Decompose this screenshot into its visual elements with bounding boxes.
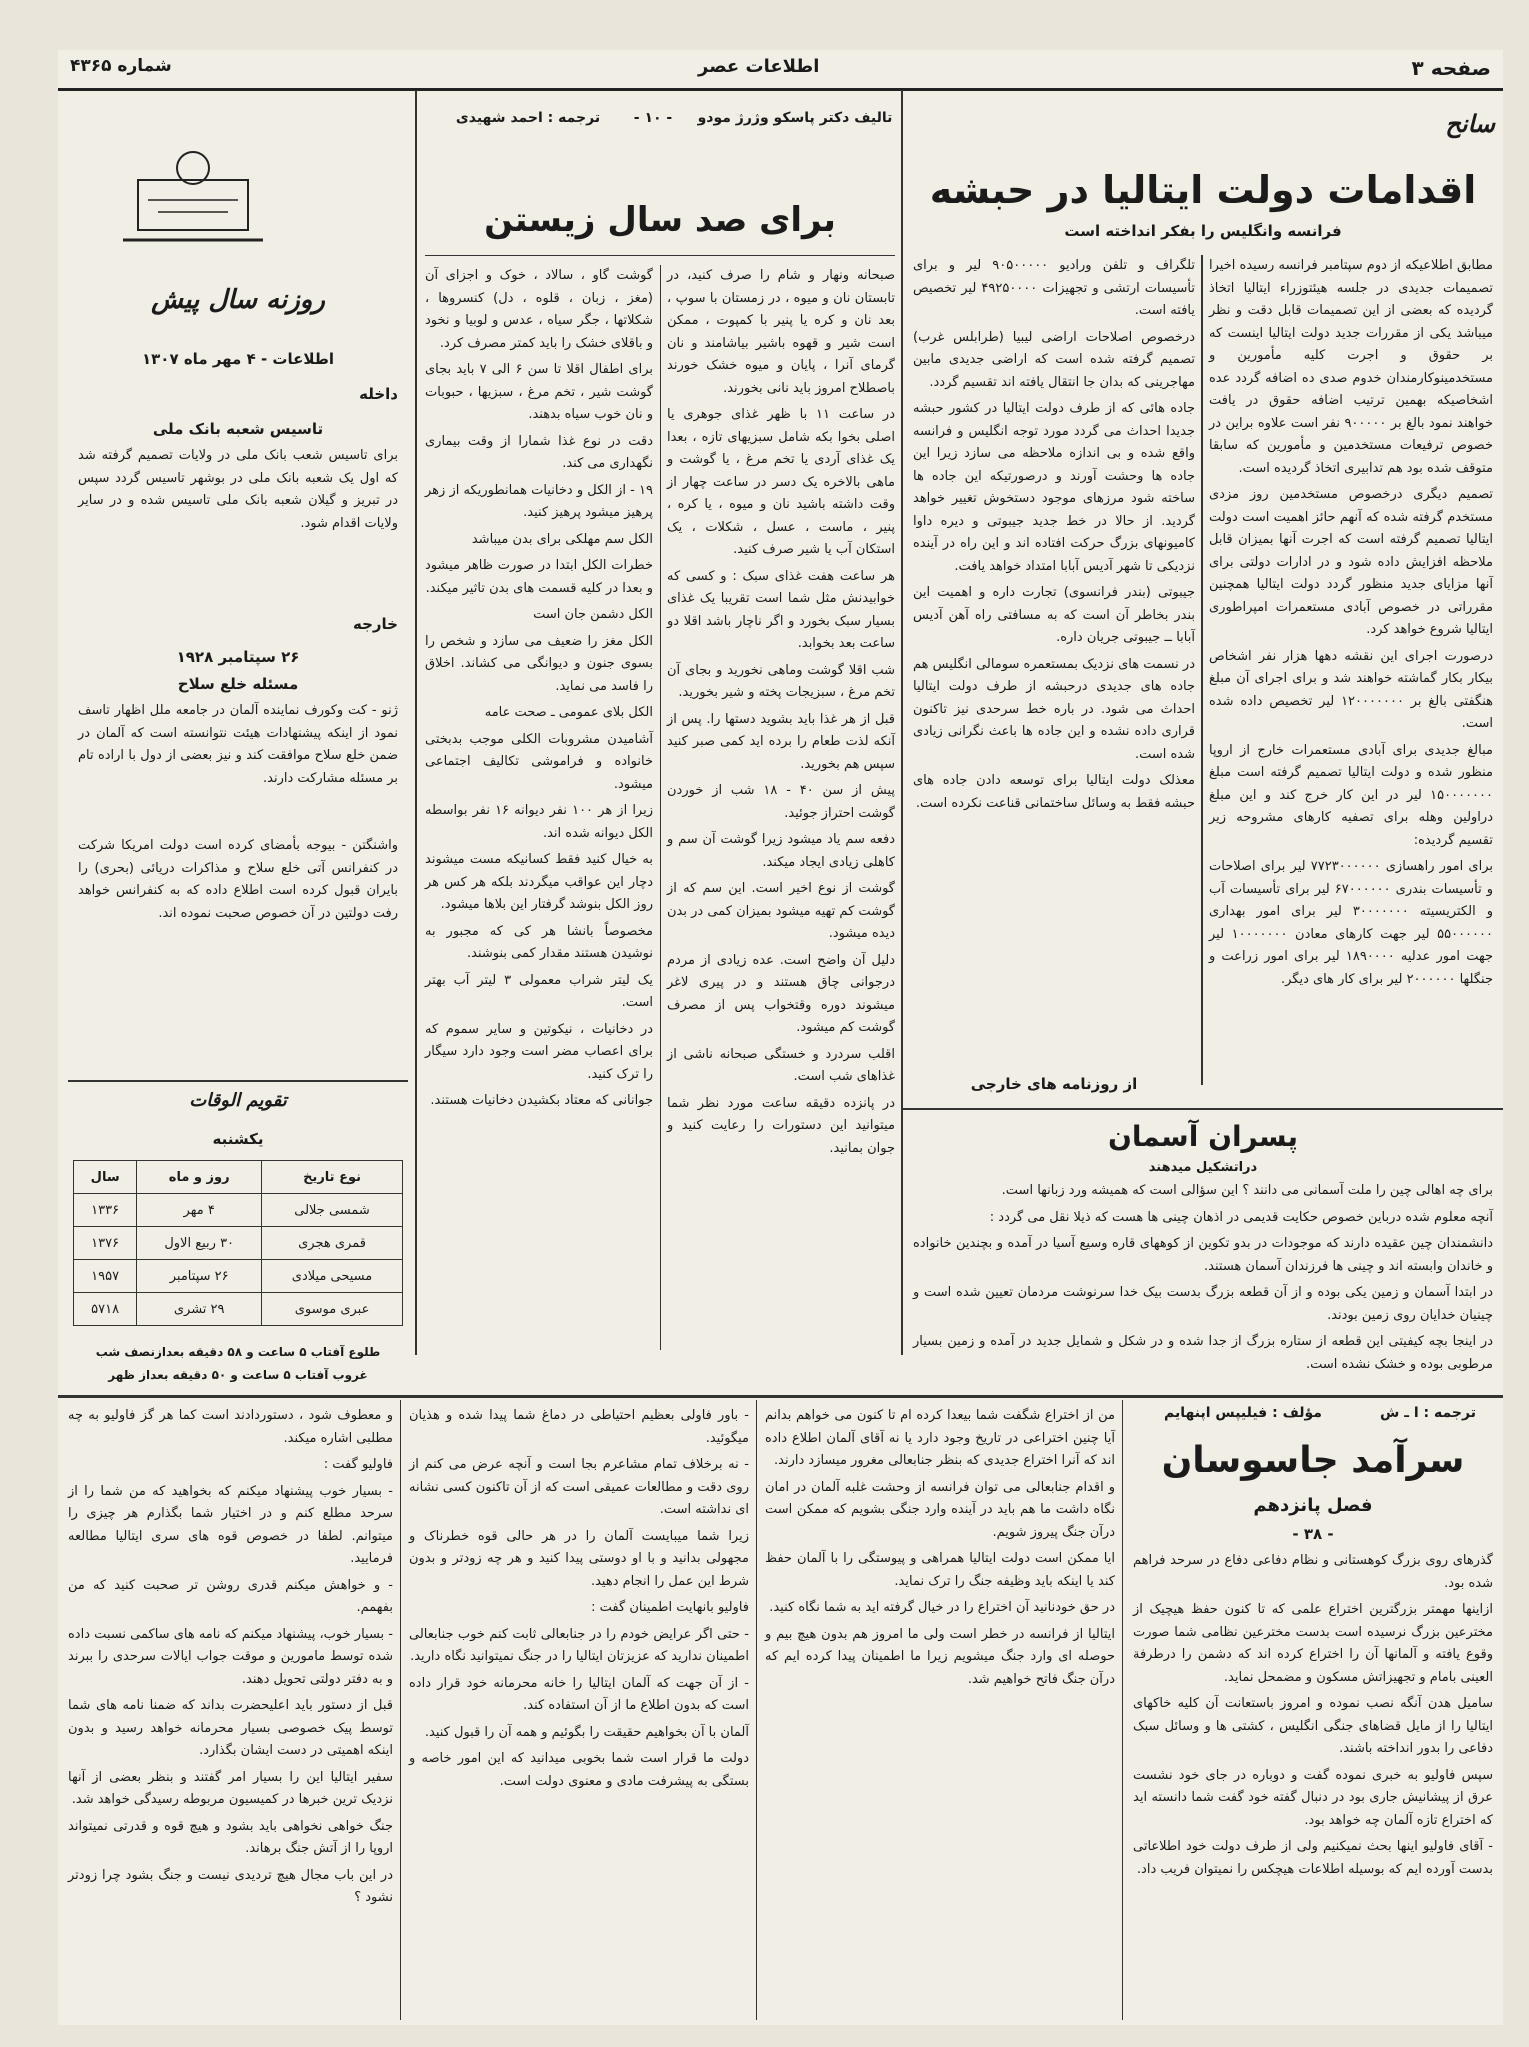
italy-column-left xyxy=(913,255,1195,1075)
table-cell: ۲۶ سپتامبر xyxy=(137,1260,262,1293)
issue-number: شماره ۴۳۶۵ xyxy=(70,56,172,76)
hundred-translator: ترجمه : احمد شهیدی xyxy=(455,110,601,126)
spies-translator: ترجمه : ا ـ ش xyxy=(1380,1405,1476,1421)
paragraph: جوانانی که معتاد بکشیدن دخانیات هستند. xyxy=(430,1093,653,1108)
table-cell: ۱۹۵۷ xyxy=(74,1260,137,1293)
paragraph: الکل دشمن جان است xyxy=(533,607,653,622)
hundred-headline: برای صد سال زیستن xyxy=(484,200,836,240)
paragraph: ۱۹ - از الکل و دخانیات همانطوریکه از زهر پرهیز میشود پرهیز کنید. xyxy=(425,482,653,520)
paragraph: زیرا شما میبایست آلمان را در هر حالی قوه خطرناک و مجهولی بدانید و با او دوستی پیدا کنید و هر چه زودتر و بدون شرط این عمل را انجام دهید. xyxy=(409,1528,749,1589)
table-cell: ۱۳۳۶ xyxy=(74,1194,137,1227)
paragraph: آشامیدن مشروبات الکلی موجب بدبختی خانواده و فراموشی تکالیف اجتماعی میشود. xyxy=(425,731,653,792)
sunset-text: غروب آفتاب ۵ ساعت و ۵۰ دقیقه بعداز ظهر xyxy=(108,1368,368,1382)
hundred-part: - ۱۰ - xyxy=(633,110,673,126)
spies-column-4 xyxy=(68,1405,393,2020)
column-rule xyxy=(400,1400,401,2020)
paragraph: سامیل هدن آنگه نصب نموده و امروز باستعانت آن کلیه خاکهای ایتالیا را از مایل قضاهای جنگی انگلیس ، کشتی ها و وسائل سبک دفاعی را بدور انداخته باشند. xyxy=(1133,1696,1493,1756)
domestic-headline: تاسیس شعبه بانک ملی xyxy=(152,420,324,438)
washington-text: واشنگتن - بیوجه بأمضای کرده است دولت امریکا شرکت در کنفرانس آتی خلع سلاح و مذاکرات دریائی (بحری) را بایران قبول کرده است اطلاع داده که به کنفرانس خواهد رفت دولتین در آن خصوص صحبت نموده اند. xyxy=(78,838,398,921)
spies-headline: سرآمد جاسوسان xyxy=(1161,1440,1465,1481)
column-rule xyxy=(660,265,661,1350)
table-cell: شمسی جلالی xyxy=(262,1194,403,1227)
table-cell: ۳۰ ربیع الاول xyxy=(137,1227,262,1260)
paragraph: در حق خودنانید آن اختراع را در خیال گرفته اید به شما نگاه کنید. xyxy=(769,1600,1115,1615)
paragraph: دفعه سم یاد میشود زیرا گوشت آن سم و کاهلی زیادی ایجاد میکند. xyxy=(667,832,895,870)
italy-column-right xyxy=(1209,255,1493,1115)
spies-column-1 xyxy=(1133,1550,1493,2020)
paragraph: فاولیو گفت : xyxy=(323,1457,393,1472)
sky-subhead: دراتشکیل میدهند xyxy=(1148,1160,1258,1175)
paragraph: گوشت گاو ، سالاد ، خوک و اجزای آن (مغز ، زبان ، قلوه ، دل) کنسروها ، شکلاتها ، جگر سیاه ، عدس و لوبیا و نخود و باقلای خشک را باید کمتر مصرف کرد. xyxy=(425,268,653,351)
day-label: یکشنبه xyxy=(212,1130,264,1148)
paragraph: مخصوصاً بانشا هر کی که مجبور به نوشیدن هستند مقدار کمی بنوشند. xyxy=(425,923,653,961)
paragraph: دقت در نوع غذا شمارا از وقت بیماری نگهداری می کند. xyxy=(425,433,653,471)
spies-column-2 xyxy=(765,1405,1115,2020)
spies-column-3 xyxy=(409,1405,749,2020)
column-rule xyxy=(901,90,903,1355)
paragraph: به خیال کنید فقط کسانیکه مست میشوند دچار این عواقب میگردند بلکه هر کس هر روز الکل بنوشد گرفتار این بلاها میشود. xyxy=(425,852,653,912)
foreign-press-label: از روزنامه های خارجی xyxy=(970,1075,1138,1093)
domestic-label: داخله xyxy=(359,385,398,403)
page-header xyxy=(58,50,1503,91)
paragraph: دلیل آن واضح است. عده زیادی از مردم درجوانی چاق هستند و در پیری لاغر میشوند دوره وقتخواب پس از مصرف گوشت کم میشود. xyxy=(667,952,895,1035)
spies-part: - ۳۸ - xyxy=(1292,1525,1334,1543)
paragraph: برای امور راهسازی ۷۷۲۳۰۰۰۰۰۰ لیر برای اصلاحات و تأسیسات بندری ۶۷۰۰۰۰۰۰ لیر برای تأسیسات آب و الکتریسیته ۳۰۰۰۰۰۰۰ لیر برای امور بهداری ۵۵۰۰۰۰۰۰ لیر جهت کارهای معادن ۱۰۰۰۰۰۰۰ لیر جهت امور عدلیه ۱۸۹۰۰۰۰ لیر برای امور زراعت و جنگلها ۲۰۰۰۰۰۰ لیر برای کار های دیگر. xyxy=(1209,859,1493,987)
paper-name: اطلاعات عصر xyxy=(698,56,820,77)
paragraph: تلگراف و تلفن ورادیو ۹۰۵۰۰۰۰۰ لیر و برای تأسیسات ارتشی و تجهیزات ۴۹۲۵۰۰۰۰ لیر تخصیص یافته است. xyxy=(913,258,1195,318)
paragraph: شب اقلا گوشت وماهی نخورید و بجای آن تخم مرغ ، سبزیجات پخته و شیر بخورید. xyxy=(667,662,895,700)
paragraph: - از آن جهت که آلمان ایتالیا را خانه محرمانه خود قرار داده است که بدون اطلاع ما از آن استفاده کند. xyxy=(409,1675,749,1713)
paragraph: مطابق اطلاعیکه از دوم سپتامبر فرانسه رسیده اخیرا تصمیمات جدیدی در جلسه هیئتوزراء ایتالیا اتخاذ گردیده که بعضی از این تصمیمات قابل دقت و نظر میباشد یکی از مقررات جدید دولت ایتالیا اینست که بر حقوق و اجرت کلیه مأمورین و مستخدمینوکارمندان خدوم صدی ده اضافه گردد عده اشخاصیکه بهمین ترتیب اضافه حقوق در یافت خواهند نمود بالغ بر ۹۰۰۰۰۰ نفر است علاوه براین در خصوص ترفیعات مستخدمین و مأمورین که سابقا متوقف شده بود هم تدابیری اتخاذ گردیده است. xyxy=(1209,258,1493,476)
paragraph: آلمان با آن بخواهیم حقیقت را بگوئیم و همه آن را قبول کنید. xyxy=(424,1724,749,1740)
paragraph: - آقای فاولیو اینها بحث نمیکنیم ولی از طرف دولت خود اطلاعاتی بدست آورده ایم که بوسیله اطلاعات هیچکس را نمیتوان فریب داد. xyxy=(1133,1839,1493,1877)
section-kicker: سانح xyxy=(1445,110,1495,138)
paragraph: آنچه معلوم شده درباین خصوص حکایت قدیمی در اذهان چینی ها هست که ذیلا نقل می گردد : xyxy=(989,1209,1493,1225)
paragraph: برای اطفال اقلا تا سن ۶ الی ۷ باید بجای گوشت شیر ، تخم مرغ ، سبزیها ، حبوبات و نان خوب سیاه بدهند. xyxy=(425,362,653,422)
section-divider xyxy=(68,1080,408,1082)
paragraph: زیرا از هر ۱۰۰ نفر دیوانه ۱۶ نفر بواسطه الکل دیوانه شده اند. xyxy=(425,803,653,841)
paragraph: صبحانه ونهار و شام را صرف کنید، در تابستان نان و میوه ، در زمستان با سوپ ، بعد نان و کره یا پنیر با کمپوت ، ممکن است شیر و قهوه باشیر بیاشامند و نان گرمای آنرا ، پایان و میوه خشک خورند باصطلاح امروز باید نانی بخورند. xyxy=(667,268,895,396)
paragraph: الکل مغز را ضعیف می سازد و شخص را بسوی جنون و دیوانگی می کشاند. اخلاق را فاسد می نماید. xyxy=(425,633,653,694)
table-cell: ۱۳۷۶ xyxy=(74,1227,137,1260)
table-header: روز و ماه xyxy=(137,1161,262,1194)
table-cell: ۴ مهر xyxy=(137,1194,262,1227)
paragraph: ازاینها مهمتر بزرگترین اختراع علمی که تا کنون حفظ هیچیک از مخترعین بزرگ نرسیده است بدست مخترعین نظامی شما صورت وقوع یافته و آلمانها آن را اختراع کرده اند که دشمن را درطرفة العینی بامام و تجهیزاتش مسکون و مضمحل نماید. xyxy=(1133,1602,1493,1685)
column-rule xyxy=(756,1400,757,2020)
paragraph: و اقدام جنابعالی می توان فرانسه از وحشت غلبه آلمان در امان نگاه داشت ما هم باید در آینده وارد جنگی بشویم که ممکن است درآن جنگ پیروز شویم. xyxy=(765,1479,1115,1540)
paragraph: جیبوتی (بندر فرانسوی) تجارت داره و اهمیت این بندر بخاطر آن است که به مسافتی راه آهن آدیس آبابا ــ جیبوتی جریان داره. xyxy=(913,585,1195,645)
paragraph: یک لیتر شراب معمولی ۳ لیتر آب بهتر است. xyxy=(425,972,653,1010)
paragraph: معذلک دولت ایتالیا برای توسعه دادن جاده های حبشه فقط به وسائل ساختمانی قناعت نکرده است. xyxy=(913,773,1195,811)
italy-subhead: فرانسه وانگلیس را بفکر انداخته است xyxy=(1064,222,1342,240)
spies-author: مؤلف : فیلیپس اپنهایم xyxy=(1164,1405,1322,1421)
headline-rule xyxy=(425,255,895,256)
paragraph: - و خواهش میکنم قدری روشن تر صحبت کنید که من بفهمم. xyxy=(68,1577,393,1615)
paragraph: - بسیار خوب پیشنهاد میکنم که بخواهید که من شما را از سرحد مطلع کنم و در اختیار شما بگذارم هر چیزی را میتوانم. لطفا در خصوص قوه های سری ایتالیا مطالعه فرمایید. xyxy=(68,1483,393,1566)
bottom-section-divider xyxy=(58,1395,1503,1398)
paragraph: پیش از سن ۴۰ - ۱۸ شب از خوردن گوشت احتراز جوئید. xyxy=(667,783,895,821)
section-divider xyxy=(903,1108,1503,1110)
table-row xyxy=(74,1227,403,1260)
table-cell: عبری موسوی xyxy=(262,1293,403,1326)
sunrise-text: طلوع آفتاب ۵ ساعت و ۵۸ دقیقه بعدازنصف شب xyxy=(95,1345,381,1359)
page-label: صفحه ۳ xyxy=(1411,56,1491,80)
table-row xyxy=(74,1260,403,1293)
paragraph: - نه برخلاف تمام مشاعرم بجا است و آنچه عرض می کنم از روی دقت و مطالعات عمیقی است که از آن تاکنون کسی نشانه ای نداشته است. xyxy=(409,1457,749,1517)
reader-illustration xyxy=(118,140,268,250)
paragraph: - حتی اگر عرایض خودم را در جنابعالی ثابت کنم خوب جنابعالی اطمینان ندارید که عزیزتان ایتالیا را در جنگ نمیتوانید نگاه دارید. xyxy=(409,1626,749,1664)
table-header: نوع تاریخ xyxy=(262,1161,403,1194)
paragraph: جاده هائی که از طرف دولت ایتالیا در کشور حبشه جدیدا احداث می گردد مورد توجه انگلیس و فرانسه واقع شده و بی اندازه ملاحظه می سازد زیرا این جاده ها وحشت آورند و درصورتیکه این جاده ها ساخته شود مرزهای موجود دستخوش تغییر خواهد گردید. از حالا در خط جدید جیبوتی و دیره داوا کامیونهای بزرگ حرکت افتاده اند و این راه در آینده نزدیکی تا شهر آدیس آبابا امتداد خواهد یافت. xyxy=(913,401,1195,574)
spies-chapter: فصل پانزدهم xyxy=(1253,1495,1373,1516)
italy-headline: اقدامات دولت ایتالیا در حبشه xyxy=(929,168,1477,212)
foreign-label: خارجه xyxy=(353,615,398,633)
foreign-text: ژنو - کت وکورف نماینده آلمان در جامعه ملل اظهار تاسف نمود از اینکه پیشنهادات هیئت نتوانسته است که آلمان در ضمن خلع سلاح موافقت کند و نیز بعضی از دول با اراده تام بر مسئله مشارکت دارند. xyxy=(78,703,398,786)
column-rule xyxy=(1201,255,1203,1085)
paragraph: در نسمت های نزدیک بمستعمره سومالی انگلیس هم جاده های جدیدی درحبشه از طرف دولت ایتالیا احداث می شود. در باره خط سرحدی نیز تاکنون قراری داده نشده و این جاده ها باعث نگرانی زیادی شده است. xyxy=(913,656,1195,762)
paragraph: در اینجا بچه کیفیتی این قطعه از ستاره بزرگ از جدا شده و در شکل و شمایل جدید در آمده و زمین بسیار مرطوبی بوده و خشک نشده است. xyxy=(913,1334,1493,1372)
paragraph: دانشمندان چین عقیده دارند که موجودات در بدو تکوین از کوههای قاره وسیع آسیا در آمده و بچندین خانواده و خاندان وابسته اند و چینی ها فرزندان آسمان هستند. xyxy=(913,1236,1493,1274)
paragraph: و معطوف شود ، دستوردادند است کما هر گز فاولیو به چه مطلبی اشاره میکند. xyxy=(68,1408,393,1446)
column-rule xyxy=(415,90,417,1355)
table-cell: مسیحی میلادی xyxy=(262,1260,403,1293)
paragraph: سفیر ایتالیا این را بسیار امر گفتند و بنظر بعضی از آنها نزدیک ترین خبرها در کمیسیون مربوطه رسیدگی خواهد شد. xyxy=(68,1769,393,1807)
table-header: سال xyxy=(74,1161,137,1194)
paragraph: در ابتدا آسمان و زمین یکی بوده و از آن قطعه بزرگ بدست بیک خدا سرنوشت مردمان تعیین شده است و چینیان خدایان روی زمین بودند. xyxy=(913,1285,1493,1323)
hundred-column-left xyxy=(425,265,653,1350)
paragraph: قبل از هر غذا باید بشوید دستها را. پس از آنکه لذت طعام را برده اید کمی صبر کنید سپس هم بخورید. xyxy=(667,711,895,772)
table-row xyxy=(74,1194,403,1227)
paragraph: در دخانیات ، نیکوتین و سایر سموم که برای اعصاب مضر است وجود دارد سیگار را ترک کنید. xyxy=(425,1021,653,1082)
table-cell: ۵۷۱۸ xyxy=(74,1293,137,1326)
paragraph: گوشت از نوع اخیر است. این سم که از گوشت کم تهیه میشود بمیزان کمی در بدن دیده میشود. xyxy=(667,881,895,941)
paragraph: اقلب سردرد و خستگی صبحانه ناشی از غذاهای شب است. xyxy=(667,1046,895,1084)
paragraph: تصمیم دیگری درخصوص مستخدمین روز مزدی مستخدم گرفته شده که آنهم حائز اهمیت است دولت ایتالیا تصمیم گرفته است که اجرت آنها بمیزان قابل ملاحظه افزایش داده شود و در ادارات دولتی برای آنها مزایای جدید منظور گردد دولت ایتالیا همچنین مقرراتی در خصوص آبادی مستعمرات امپراطوری ایتالیا شروع خواهد کرد. xyxy=(1209,487,1493,637)
hundred-column-right xyxy=(667,265,895,1350)
paragraph: خطرات الکل ابتدا در صورت ظاهر میشود و بعدا در کلیه قسمت های بدن تاثیر میکند. xyxy=(425,558,653,596)
date-table xyxy=(73,1160,403,1326)
column-rule xyxy=(1122,1400,1123,2020)
sky-text xyxy=(913,1180,1493,1372)
paragraph: من از اختراع شگفت شما بیعدا کرده ام تا کنون می خواهم بدانم آیا چنین اختراعی در تاریخ وجود دارد یا نه آقای آلمان اطلاع داده اند که آنرا اختراع جدیدی که بنظر جنابعالی مغرور میسازد دارند. xyxy=(765,1408,1115,1468)
paragraph: در این باب مجال هیچ تردیدی نیست و جنگ بشود چرا زودتر نشود ؟ xyxy=(68,1867,393,1905)
paragraph: در پانزده دقیقه ساعت مورد نظر شما میتوانید این دستورات را رعایت کنید و جوان بمانید. xyxy=(667,1095,895,1156)
paragraph: دولت ما قرار است شما بخوبی میدانید که این امور خاصه و بستگی به پیشرفت مادی و معنوی دولت است. xyxy=(409,1751,749,1789)
paragraph: - باور فاولی بعظیم احتیاطی در دماغ شما پیدا شده و هذیان میگوئید. xyxy=(409,1408,749,1446)
domestic-text: برای تاسیس شعب بانک ملی در ولایات تصمیم گرفته شد که اول یک شعبه بانک ملی در بوشهر تاسیس گردد سپس در تبریز و گیلان شعبه بانک ملی تاسیس شده و در سایر ولایات اقدام شود. xyxy=(78,448,398,531)
newspaper-page xyxy=(58,50,1503,2025)
paragraph: مبالغ جدیدی برای آبادی مستعمرات خارج از اروپا منظور شده و دولت ایتالیا تصمیم گرفته است مبلغ ۱۵۰۰۰۰۰۰۰ لیر در این کار خرج کند و این مبلغ دراولین وهله برای تصفیه کارهای مشروحه زیر تقسیم گردیده: xyxy=(1209,742,1493,848)
paragraph: برای چه اهالی چین را ملت آسمانی می دانند ؟ این سؤالی است که همیشه ورد زبانها است. xyxy=(1001,1183,1493,1198)
table-header-row xyxy=(74,1161,403,1194)
paragraph: گذرهای روی بزرگ کوهستانی و نظام دفاعی دفاع در سرحد فراهم شده بود. xyxy=(1133,1553,1493,1591)
paragraph: هر ساعت هفت غذای سبک : و کسی که خوابیدنش مثل شما است تقریبا یک غذای بسیار سبک بخورد و اگر ناچار باشد اقلا دو ساعت بعد بخوابد. xyxy=(667,568,895,651)
almanac-label: تقویم الوقات xyxy=(189,1090,287,1111)
paragraph: سپس فاولیو به خبری نموده گفت و دوباره در جای خود نشست عرق از پیشانیش جاری بود در دنبال گفته خود گفت شما دانسته اید که اختراع تازه آلمان چه خواهد بود. xyxy=(1133,1767,1493,1828)
history-section-title: روزنه سال پیش xyxy=(151,285,325,315)
hundred-author: تالیف دکتر پاسکو وژرژ مودو xyxy=(697,110,893,126)
sky-headline: پسران آسمان xyxy=(1108,1120,1298,1153)
foreign-date: ۲۶ سپتامبر ۱۹۲۸ xyxy=(176,648,300,666)
table-cell: ۲۹ تشری xyxy=(137,1293,262,1326)
paragraph: الکل بلای عمومی ـ صحت عامه xyxy=(484,705,653,720)
history-date-line: اطلاعات - ۴ مهر ماه ۱۳۰۷ xyxy=(141,350,335,368)
paragraph: جنگ خواهی نخواهی باید بشود و هیچ قوه و قدرتی نمیتواند اروپا را از آتش جنگ برهاند. xyxy=(68,1818,393,1856)
table-row xyxy=(74,1293,403,1326)
paragraph: قبل از دستور باید اعلیحضرت بداند که ضمنا نامه های شما توسط پیک خصوصی بسیار محرمانه خواهد رسید و بدون اینکه اهمیتی در دست ایشان بگذارد. xyxy=(68,1698,393,1758)
paragraph: در ساعت ۱۱ با ظهر غذای جوهری یا اصلی بخوا بکه شامل سبزیهای تازه ، بعدا یک غذای آردی یا تخم مرغ ، یا گوشت و ماهی بالاخره یک دسر در ساعت چهار از وقت داشته باشید نان و میوه ، یا کره ، پنیر ، ماست ، عسل ، شکلات ، یک استکان آب یا شیر صرف کنید. xyxy=(667,407,895,557)
paragraph: - بسیار خوب، پیشنهاد میکنم که نامه های ساکمی نسبت داده شده توسط مامورین و موقت جواب ایالات سرحدی را ببرند و به دفتر دولتی تحویل دهند. xyxy=(68,1626,393,1687)
paragraph: درخصوص اصلاحات اراضی لیبیا (طرابلس غرب) تصمیم گرفته شده است که اراضی جدیدی مابین مهاجرینی که بدان جا انتقال یافته اند تقسیم گردد. xyxy=(913,329,1195,390)
table-cell: قمری هجری xyxy=(262,1227,403,1260)
paragraph: درصورت اجرای این نقشه دهها هزار نفر اشخاص بیکار بکار گماشته خواهند شد و برای اجرای آن مبلغ هنگفتی بالغ بر ۱۲۰۰۰۰۰۰۰ لیر تخصیص داده شده است. xyxy=(1209,648,1493,731)
paragraph: الکل سم مهلکی برای بدن میباشد xyxy=(471,531,653,547)
paragraph: فاولیو بانهایت اطمینان گفت : xyxy=(591,1600,749,1615)
paragraph: ایتالیا از فرانسه در خطر است ولی ما امروز هم بدون هیچ بیم و حوصله ای وارد جنگ میشویم زیرا ما اطمینان پیدا کرده ایم که درآن جنگ فاتح خواهیم شد. xyxy=(765,1626,1115,1687)
foreign-headline: مسئله خلع سلاح xyxy=(177,675,299,693)
paragraph: ایا ممکن است دولت ایتالیا همراهی و پیوستگی را با آلمان حفظ کند یا اینکه باید وظیفه جنگ را ترک نماید. xyxy=(765,1551,1115,1589)
